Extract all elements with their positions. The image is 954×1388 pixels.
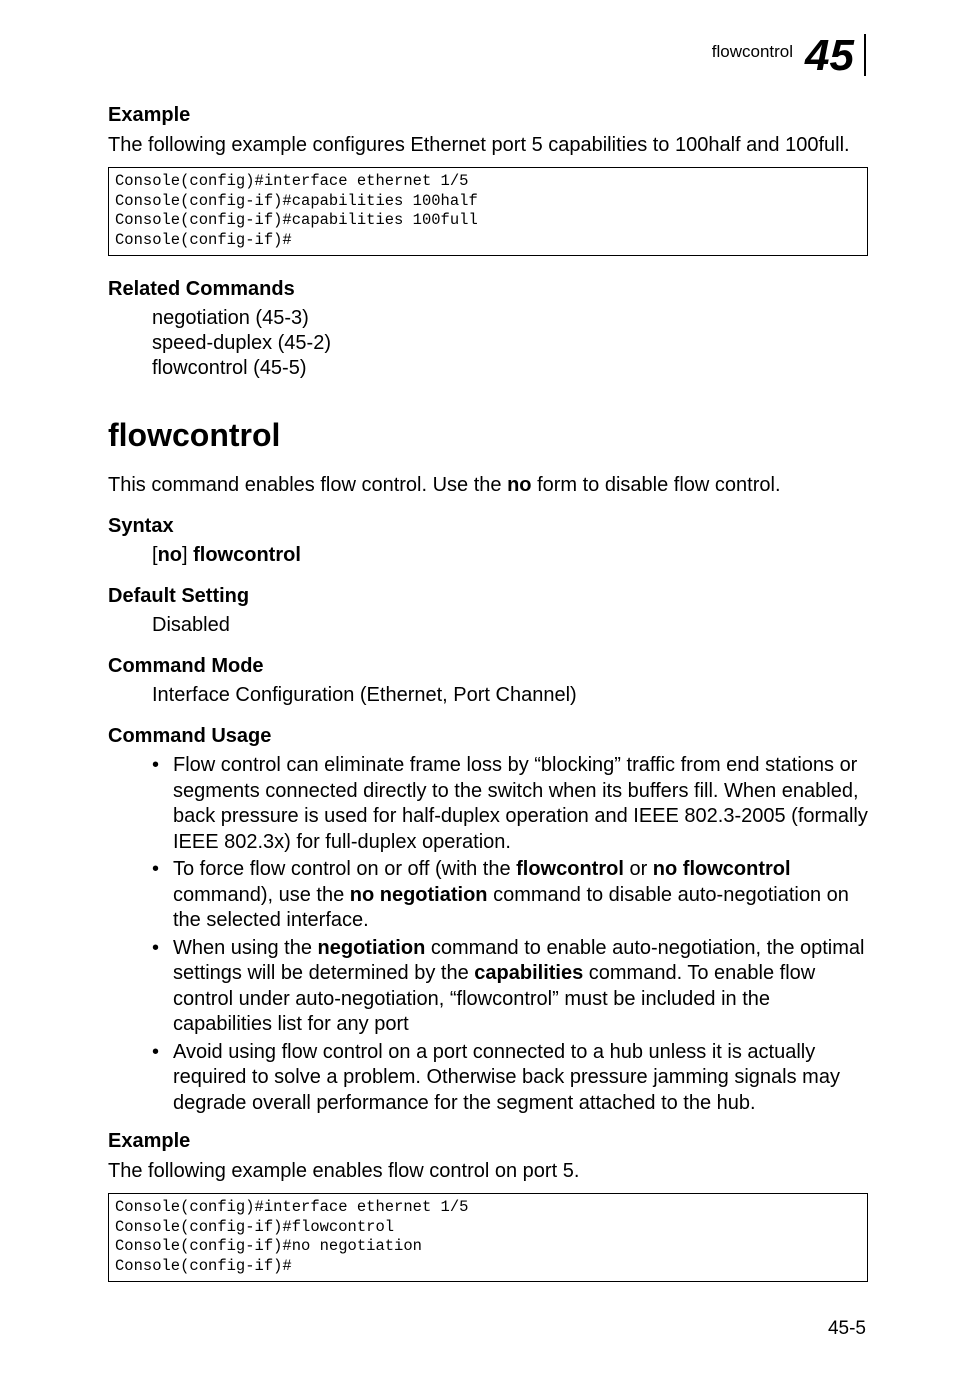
code-line: Console(config)#interface ethernet 1/5 xyxy=(115,1198,469,1216)
running-header-title: flowcontrol xyxy=(711,42,794,61)
default-setting-heading: Default Setting xyxy=(108,585,250,607)
usage-text: Flow control can eliminate frame loss by “blocking” traffic from end stations or segments connected directly to the switch when its buffers fill. When enabled, back pressure is used for half-duplex operation and IEEE 802.3-2005 (formally IEEE 802.3x) for full-duplex operation. xyxy=(173,754,868,853)
usage-item xyxy=(152,857,868,934)
code-line: Console(config)#interface ethernet 1/5 xyxy=(115,172,469,190)
command-mode-heading: Command Mode xyxy=(108,655,264,677)
description-bold: no xyxy=(507,474,532,496)
usage-text: command), use the xyxy=(173,883,350,906)
usage-bold: capabilities xyxy=(474,962,584,984)
syntax-bracket: ] xyxy=(182,544,194,566)
code-block-capabilities xyxy=(108,167,868,256)
code-line: Console(config-if)# xyxy=(115,1256,292,1275)
usage-item xyxy=(152,1040,868,1117)
description-text: form to disable flow control. xyxy=(531,474,781,496)
example-heading-top: Example xyxy=(108,104,191,126)
command-usage-list xyxy=(108,753,868,1116)
example-heading: Example xyxy=(108,1130,191,1152)
command-description xyxy=(108,473,868,498)
related-commands-list xyxy=(108,306,868,381)
usage-bold: negotiation xyxy=(317,936,426,959)
code-block-flowcontrol xyxy=(108,1193,868,1282)
usage-item xyxy=(152,753,868,855)
usage-text: command to enable auto-negotiation, the optimal settings will be determined by the xyxy=(173,936,865,984)
syntax-heading: Syntax xyxy=(108,515,174,537)
code-line: Console(config-if)#capabilities 100half xyxy=(115,191,478,210)
usage-bold: no flowcontrol xyxy=(652,858,791,880)
command-usage-heading: Command Usage xyxy=(108,725,272,747)
related-commands-heading: Related Commands xyxy=(108,278,295,300)
chapter-number: 45 xyxy=(805,34,866,76)
code-line: Console(config-if)#flowcontrol xyxy=(115,1217,395,1236)
bullet: • xyxy=(152,858,160,880)
syntax-no: no xyxy=(157,544,182,566)
syntax-line xyxy=(108,543,868,568)
default-setting-value: Disabled xyxy=(152,614,230,636)
usage-bold: flowcontrol xyxy=(516,858,624,880)
related-command-item: speed-duplex (45-2) xyxy=(152,332,331,354)
usage-bold: no negotiation xyxy=(349,883,488,906)
command-title: flowcontrol xyxy=(108,417,281,453)
related-command-item: negotiation (45-3) xyxy=(152,307,309,329)
example-intro-top: The following example configures Ethernet port 5 capabilities to 100half and 100full. xyxy=(108,134,850,156)
usage-text: To force flow control on or off (with the xyxy=(173,858,517,880)
example-intro: The following example enables flow control on port 5. xyxy=(108,1160,580,1182)
related-command-item: flowcontrol (45-5) xyxy=(152,357,307,379)
usage-text: When using the xyxy=(173,936,318,959)
bullet: • xyxy=(152,1040,160,1063)
syntax-command: flowcontrol xyxy=(193,544,301,566)
bullet: • xyxy=(152,754,160,776)
command-mode-value: Interface Configuration (Ethernet, Port Channel) xyxy=(152,684,577,706)
usage-item xyxy=(152,936,868,1038)
page-number: 45-5 xyxy=(827,1318,866,1339)
code-line: Console(config-if)#capabilities 100full xyxy=(115,211,478,229)
usage-text: or xyxy=(623,858,653,880)
code-line: Console(config-if)# xyxy=(115,230,292,249)
code-line: Console(config-if)#no negotiation xyxy=(115,1237,422,1255)
page-content xyxy=(108,100,868,1282)
page-header xyxy=(711,28,866,80)
bullet: • xyxy=(152,936,160,959)
usage-text: command to disable auto-negotiation on the selected interface. xyxy=(173,883,849,931)
syntax-bracket: [ xyxy=(152,544,158,566)
description-text: This command enables flow control. Use the xyxy=(108,474,508,496)
usage-text: command. To enable flow control under auto-negotiation, “flowcontrol” must be included in the capabilities list for any port xyxy=(173,962,816,1035)
usage-text: Avoid using flow control on a port connected to a hub unless it is actually required to solve a problem. Otherwise back pressure jamming signals may degrade overall performance for the segment attached to the hub. xyxy=(173,1040,840,1114)
